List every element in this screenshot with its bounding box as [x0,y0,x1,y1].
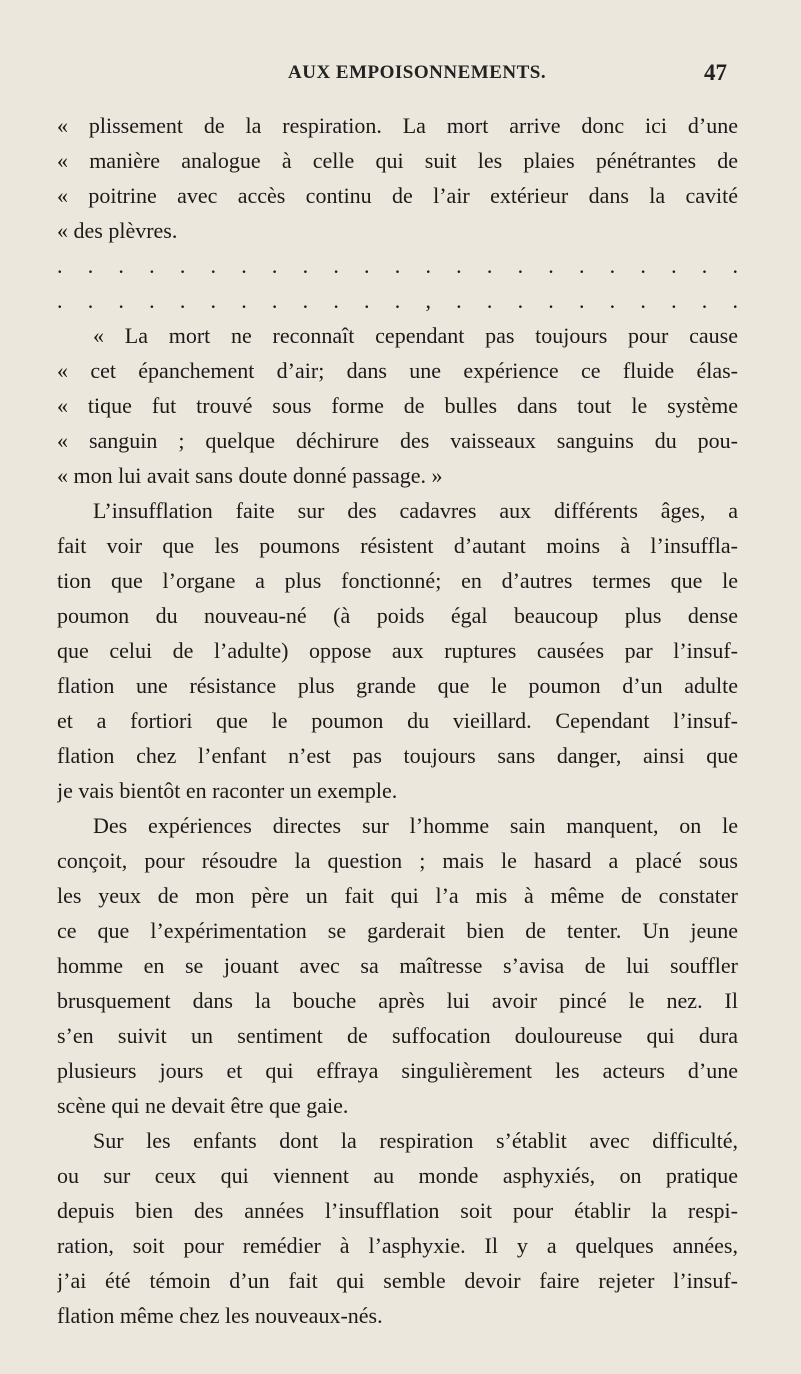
ellipsis-line: . . . . . . . . . . . . . . . . . . . . . . . [57,253,738,278]
text-line: « plissement de la respiration. La mort arrive donc ici d’une [57,113,738,138]
text-line: scène qui ne devait être que gaie. [57,1093,349,1118]
text-line: tion que l’organe a plus fonctionné; en d’autres termes que le [57,568,738,593]
page-number: 47 [704,60,727,85]
page-header [0,60,801,100]
text-line: « tique fut trouvé sous forme de bulles dans tout le système [57,393,738,418]
paragraph-start: Sur les enfants dont la respiration s’établit avec difficulté, [93,1128,738,1153]
text-line: conçoit, pour résoudre la question ; mais le hasard a placé sous [57,848,738,873]
text-line: s’en suivit un sentiment de suffocation douloureuse qui dura [57,1023,738,1048]
text-line: homme en se jouant avec sa maîtresse s’avisa de lui souffler [57,953,738,978]
text-line: « mon lui avait sans doute donné passage. » [57,463,443,488]
text-line: « cet épanchement d’air; dans une expérience ce fluide élas- [57,358,738,383]
paragraph-start: L’insufflation faite sur des cadavres aux différents âges, a [93,498,738,523]
text-line: je vais bientôt en raconter un exemple. [57,778,398,803]
text-line: flation même chez les nouveaux-nés. [57,1303,383,1328]
text-line: et a fortiori que le poumon du vieillard. Cependant l’insuf- [57,708,738,733]
text-line: « sanguin ; quelque déchirure des vaisseaux sanguins du pou- [57,428,738,453]
text-line: ce que l’expérimentation se garderait bien de tenter. Un jeune [57,918,738,943]
text-line: « poitrine avec accès continu de l’air extérieur dans la cavité [57,183,738,208]
text-line: « La mort ne reconnaît cependant pas toujours pour cause [93,323,738,348]
page-text [57,108,738,1333]
text-line: les yeux de mon père un fait qui l’a mis à même de constater [57,883,738,908]
text-line: flation chez l’enfant n’est pas toujours sans danger, ainsi que [57,743,738,768]
text-line: brusquement dans la bouche après lui avoir pincé le nez. Il [57,988,738,1013]
text-line: depuis bien des années l’insufflation soit pour établir la respi- [57,1198,738,1223]
text-line: que celui de l’adulte) oppose aux ruptures causées par l’insuf- [57,638,738,663]
text-line: plusieurs jours et qui effraya singulièrement les acteurs d’une [57,1058,738,1083]
text-line: ou sur ceux qui viennent au monde asphyxiés, on pratique [57,1163,738,1188]
running-title: AUX EMPOISONNEMENTS. [288,62,547,83]
text-line: « des plèvres. [57,218,178,243]
text-line: « manière analogue à celle qui suit les plaies pénétrantes de [57,148,738,173]
text-line: flation une résistance plus grande que le poumon d’un adulte [57,673,738,698]
text-line: ration, soit pour remédier à l’asphyxie. Il y a quelques années, [57,1233,738,1258]
text-line: j’ai été témoin d’un fait qui semble devoir faire rejeter l’insuf- [57,1268,738,1293]
ellipsis-line: . . . . . . . . . . . . , . . . . . . . . . . [57,288,738,313]
text-line: fait voir que les poumons résistent d’autant moins à l’insuffla- [57,533,738,558]
paragraph-start: Des expériences directes sur l’homme sain manquent, on le [93,813,738,838]
text-line: poumon du nouveau-né (à poids égal beaucoup plus dense [57,603,738,628]
